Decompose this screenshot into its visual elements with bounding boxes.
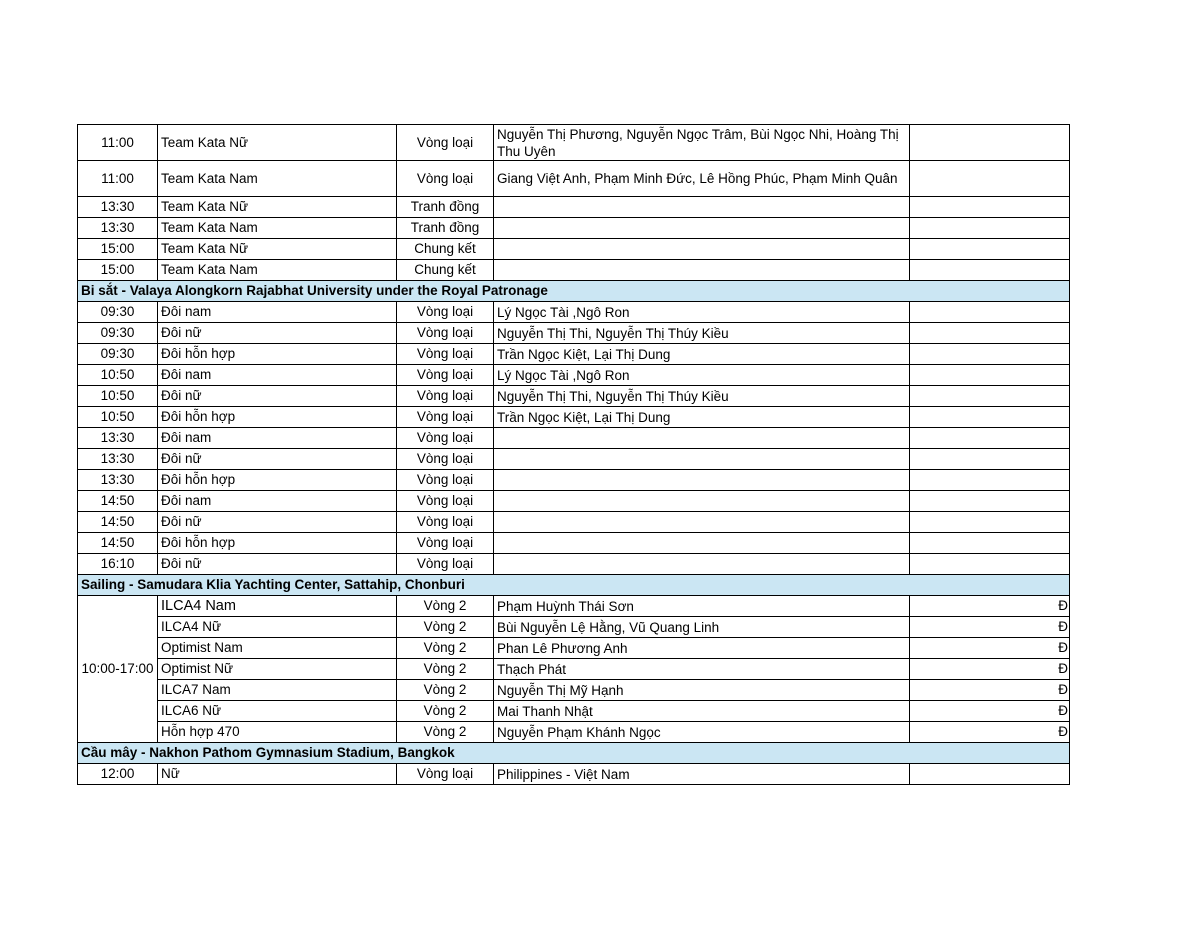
round-cell: Vòng loại: [397, 344, 494, 365]
schedule-row: [78, 449, 1070, 470]
schedule-row: [78, 617, 1070, 638]
note-cell: [910, 365, 1070, 386]
round-cell: Chung kết: [397, 239, 494, 260]
round-cell: Vòng loại: [397, 470, 494, 491]
time-cell: 11:00: [78, 125, 158, 161]
athletes-cell: Giang Việt Anh, Phạm Minh Đức, Lê Hồng Phúc, Phạm Minh Quân: [494, 161, 910, 197]
section-header-row: [78, 281, 1070, 302]
event-cell: Team Kata Nữ: [158, 239, 397, 260]
time-cell: 13:30: [78, 428, 158, 449]
round-cell: Tranh đồng: [397, 197, 494, 218]
event-cell: Đôi hỗn hợp: [158, 344, 397, 365]
event-cell: ILCA7 Nam: [158, 680, 397, 701]
round-cell: Vòng loại: [397, 554, 494, 575]
event-cell: Optimist Nam: [158, 638, 397, 659]
athletes-cell: Phạm Huỳnh Thái Sơn: [494, 596, 910, 617]
athletes-cell: Lý Ngọc Tài ,Ngô Ron: [494, 365, 910, 386]
note-cell: [910, 764, 1070, 785]
note-cell: Đ: [910, 680, 1070, 701]
athletes-cell: Thạch Phát: [494, 659, 910, 680]
note-cell: [910, 428, 1070, 449]
note-cell: [910, 386, 1070, 407]
round-cell: Vòng loại: [397, 428, 494, 449]
note-cell: [910, 323, 1070, 344]
event-cell: Optimist Nữ: [158, 659, 397, 680]
schedule-row: [78, 512, 1070, 533]
schedule-row: [78, 764, 1070, 785]
time-cell: 10:00-17:00: [78, 596, 158, 743]
section-title: Cầu mây - Nakhon Pathom Gymnasium Stadium, Bangkok: [78, 743, 1070, 764]
schedule-row: [78, 365, 1070, 386]
round-cell: Vòng loại: [397, 365, 494, 386]
event-cell: Đôi nữ: [158, 449, 397, 470]
section-header-row: [78, 575, 1070, 596]
athletes-cell: [494, 428, 910, 449]
athletes-cell: [494, 239, 910, 260]
athletes-cell: [494, 554, 910, 575]
event-cell: ILCA4 Nam: [158, 596, 397, 617]
athletes-cell: Nguyễn Thị Thi, Nguyễn Thị Thúy Kiều: [494, 323, 910, 344]
schedule-row: [78, 239, 1070, 260]
schedule-table: [77, 124, 1070, 785]
round-cell: Vòng loại: [397, 512, 494, 533]
athletes-cell: [494, 533, 910, 554]
schedule-row: [78, 491, 1070, 512]
event-cell: Đôi nữ: [158, 512, 397, 533]
event-cell: Đôi nữ: [158, 554, 397, 575]
schedule-row: [78, 218, 1070, 239]
time-cell: 10:50: [78, 407, 158, 428]
event-cell: Hỗn hợp 470: [158, 722, 397, 743]
athletes-cell: Nguyễn Thị Mỹ Hạnh: [494, 680, 910, 701]
round-cell: Vòng loại: [397, 491, 494, 512]
event-cell: Đôi nam: [158, 491, 397, 512]
note-cell: [910, 470, 1070, 491]
note-cell: Đ: [910, 722, 1070, 743]
schedule-row: [78, 554, 1070, 575]
note-cell: [910, 218, 1070, 239]
note-cell: [910, 491, 1070, 512]
round-cell: Vòng loại: [397, 533, 494, 554]
time-cell: 10:50: [78, 386, 158, 407]
event-cell: Team Kata Nữ: [158, 125, 397, 161]
note-cell: [910, 344, 1070, 365]
round-cell: Vòng 2: [397, 701, 494, 722]
athletes-cell: [494, 260, 910, 281]
round-cell: Vòng 2: [397, 722, 494, 743]
event-cell: Team Kata Nữ: [158, 197, 397, 218]
event-cell: Team Kata Nam: [158, 218, 397, 239]
schedule-row: [78, 302, 1070, 323]
athletes-cell: Nguyễn Thị Phương, Nguyễn Ngọc Trâm, Bùi Ngọc Nhi, Hoàng Thị Thu Uyên: [494, 125, 910, 161]
round-cell: Tranh đồng: [397, 218, 494, 239]
time-cell: 16:10: [78, 554, 158, 575]
event-cell: ILCA4 Nữ: [158, 617, 397, 638]
round-cell: Vòng loại: [397, 161, 494, 197]
time-cell: 14:50: [78, 512, 158, 533]
event-cell: Đôi nam: [158, 302, 397, 323]
note-cell: [910, 554, 1070, 575]
note-cell: [910, 239, 1070, 260]
round-cell: Vòng loại: [397, 407, 494, 428]
time-cell: 09:30: [78, 344, 158, 365]
event-cell: Nữ: [158, 764, 397, 785]
time-cell: 13:30: [78, 449, 158, 470]
section-title: Bi sắt - Valaya Alongkorn Rajabhat University under the Royal Patronage: [78, 281, 1070, 302]
round-cell: Vòng 2: [397, 596, 494, 617]
athletes-cell: [494, 197, 910, 218]
round-cell: Vòng 2: [397, 680, 494, 701]
time-cell: 14:50: [78, 533, 158, 554]
note-cell: [910, 197, 1070, 218]
event-cell: Đôi hỗn hợp: [158, 470, 397, 491]
schedule-row: [78, 638, 1070, 659]
event-cell: Đôi hỗn hợp: [158, 407, 397, 428]
round-cell: Vòng 2: [397, 638, 494, 659]
round-cell: Vòng loại: [397, 302, 494, 323]
athletes-cell: Nguyễn Phạm Khánh Ngọc: [494, 722, 910, 743]
note-cell: [910, 302, 1070, 323]
schedule-row: [78, 596, 1070, 617]
note-cell: Đ: [910, 596, 1070, 617]
time-cell: 15:00: [78, 260, 158, 281]
note-cell: Đ: [910, 617, 1070, 638]
note-cell: [910, 161, 1070, 197]
schedule-body: [78, 125, 1070, 785]
time-cell: 13:30: [78, 470, 158, 491]
athletes-cell: Lý Ngọc Tài ,Ngô Ron: [494, 302, 910, 323]
note-cell: [910, 533, 1070, 554]
note-cell: [910, 260, 1070, 281]
note-cell: Đ: [910, 701, 1070, 722]
time-cell: 13:30: [78, 218, 158, 239]
note-cell: [910, 407, 1070, 428]
athletes-cell: [494, 512, 910, 533]
schedule-row: [78, 701, 1070, 722]
section-header-row: [78, 743, 1070, 764]
athletes-cell: [494, 470, 910, 491]
time-cell: 09:30: [78, 323, 158, 344]
schedule-row: [78, 428, 1070, 449]
schedule-row: [78, 680, 1070, 701]
athletes-cell: Mai Thanh Nhật: [494, 701, 910, 722]
time-cell: 15:00: [78, 239, 158, 260]
schedule-row: [78, 407, 1070, 428]
note-cell: Đ: [910, 659, 1070, 680]
round-cell: Chung kết: [397, 260, 494, 281]
round-cell: Vòng loại: [397, 449, 494, 470]
schedule-row: [78, 197, 1070, 218]
event-cell: Team Kata Nam: [158, 260, 397, 281]
athletes-cell: Bùi Nguyễn Lệ Hằng, Vũ Quang Linh: [494, 617, 910, 638]
event-cell: ILCA6 Nữ: [158, 701, 397, 722]
note-cell: Đ: [910, 638, 1070, 659]
round-cell: Vòng loại: [397, 386, 494, 407]
event-cell: Đôi nam: [158, 428, 397, 449]
schedule-sheet: [77, 124, 1069, 785]
round-cell: Vòng loại: [397, 125, 494, 161]
athletes-cell: Trần Ngọc Kiệt, Lại Thị Dung: [494, 344, 910, 365]
event-cell: Đôi nữ: [158, 386, 397, 407]
time-cell: 10:50: [78, 365, 158, 386]
schedule-row: [78, 344, 1070, 365]
round-cell: Vòng 2: [397, 617, 494, 638]
schedule-row: [78, 386, 1070, 407]
athletes-cell: [494, 218, 910, 239]
athletes-cell: Nguyễn Thị Thi, Nguyễn Thị Thúy Kiều: [494, 386, 910, 407]
schedule-row: [78, 470, 1070, 491]
time-cell: 11:00: [78, 161, 158, 197]
event-cell: Team Kata Nam: [158, 161, 397, 197]
schedule-row: [78, 323, 1070, 344]
round-cell: Vòng loại: [397, 764, 494, 785]
athletes-cell: Phan Lê Phương Anh: [494, 638, 910, 659]
section-title: Sailing - Samudara Klia Yachting Center, Sattahip, Chonburi: [78, 575, 1070, 596]
schedule-row: [78, 533, 1070, 554]
time-cell: 09:30: [78, 302, 158, 323]
note-cell: [910, 125, 1070, 161]
round-cell: Vòng loại: [397, 323, 494, 344]
athletes-cell: Trần Ngọc Kiệt, Lại Thị Dung: [494, 407, 910, 428]
schedule-row: [78, 659, 1070, 680]
time-cell: 14:50: [78, 491, 158, 512]
athletes-cell: [494, 449, 910, 470]
event-cell: Đôi hỗn hợp: [158, 533, 397, 554]
note-cell: [910, 512, 1070, 533]
athletes-cell: [494, 491, 910, 512]
time-cell: 12:00: [78, 764, 158, 785]
round-cell: Vòng 2: [397, 659, 494, 680]
note-cell: [910, 449, 1070, 470]
event-cell: Đôi nữ: [158, 323, 397, 344]
event-cell: Đôi nam: [158, 365, 397, 386]
schedule-row: [78, 260, 1070, 281]
schedule-row: [78, 125, 1070, 161]
time-cell: 13:30: [78, 197, 158, 218]
schedule-row: [78, 722, 1070, 743]
athletes-cell: Philippines - Việt Nam: [494, 764, 910, 785]
schedule-row: [78, 161, 1070, 197]
